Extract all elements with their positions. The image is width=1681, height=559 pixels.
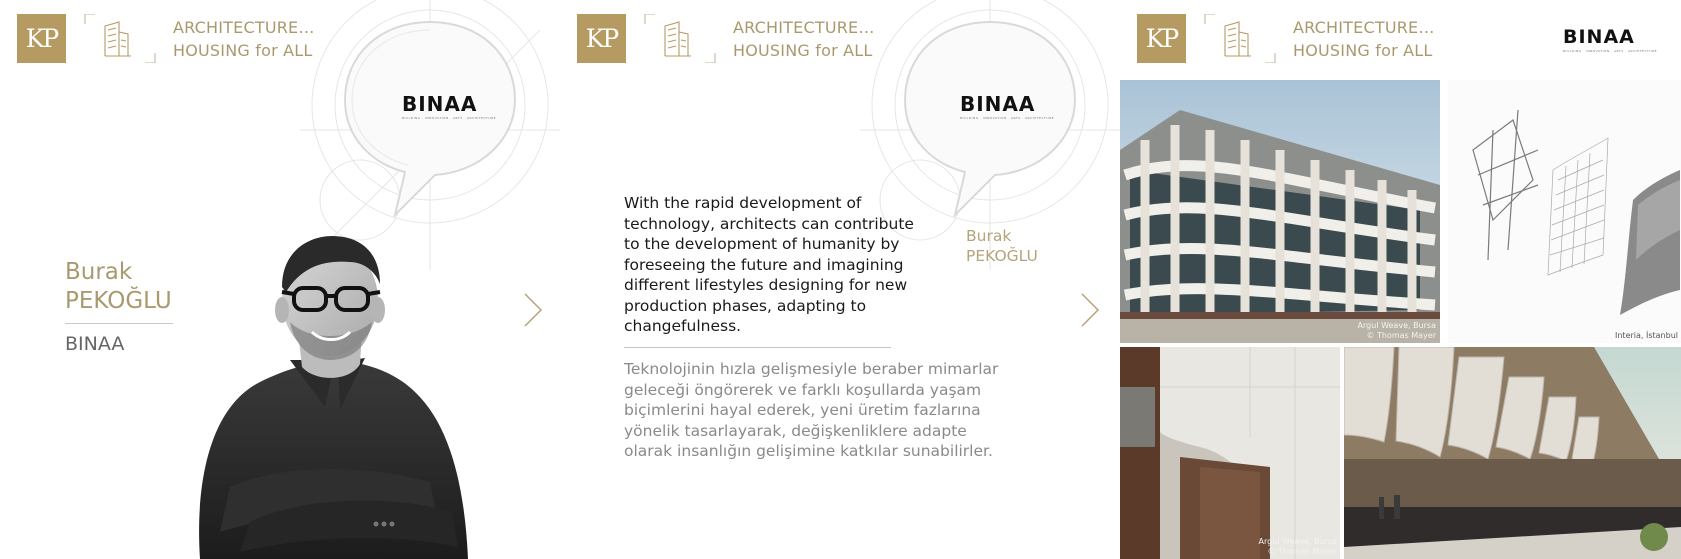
series-title — [173, 16, 315, 62]
portrait-photo — [190, 232, 480, 559]
project-photo-argul-weave[interactable] — [1120, 80, 1440, 343]
photo-caption: Argul Weave, Bursa © Thomas Mayer — [1357, 321, 1436, 340]
series-title — [1293, 16, 1435, 62]
kp-logo: KP — [1137, 14, 1186, 63]
first-name: Burak — [966, 227, 1012, 245]
series-title-line1: ARCHITECTURE… — [733, 18, 875, 37]
building-outline-icon — [1203, 14, 1277, 63]
statement-turkish: Teknolojinin hızla gelişmesiyle beraber mimarlar geleceği öngörerek ve farklı koşullarda yaşam biçimlerini hayal ederek, yeni üretim fazlarına yönelik tasarlayarak, değişkenliklere adapte olarak insanlığın gelişimine katkılar sunabilirler. — [624, 360, 999, 460]
project-photo-facade-detail[interactable] — [1120, 347, 1340, 559]
binaa-tagline: BUILDING · INNOVATION · ARTS · ARCHITECTURE — [1563, 49, 1658, 53]
building-outline-icon — [643, 14, 717, 63]
slide-intro — [0, 0, 560, 559]
binaa-tagline: BUILDING · INNOVATION · ARTS · ARCHITECTURE — [960, 116, 1055, 120]
series-title-line1: ARCHITECTURE… — [173, 18, 315, 37]
chevron-right-icon[interactable] — [1080, 292, 1100, 328]
series-title — [733, 16, 875, 62]
speech-bubble-decor — [300, 0, 560, 270]
binaa-logo: BINAA — [960, 92, 1036, 116]
building-outline-icon — [83, 14, 157, 63]
statement-english: With the rapid development of technology, architects can contribute to the development of humanity by foreseeing the future and imagining different lifestyles designing for new production phases, adapting to changefulness. — [624, 194, 914, 335]
binaa-logo: BINAA — [402, 92, 478, 116]
person-name — [966, 226, 1038, 266]
slide-statement — [560, 0, 1120, 559]
company-name: BINAA — [65, 333, 125, 355]
first-name: Burak — [65, 259, 133, 285]
binaa-logo: BINAA — [1563, 26, 1635, 48]
kp-logo: KP — [577, 14, 626, 63]
series-title-line2: HOUSING for ALL — [733, 41, 873, 60]
last-name: PEKOĞLU — [966, 247, 1038, 265]
binaa-tagline: BUILDING · INNOVATION · ARTS · ARCHITECTURE — [402, 116, 497, 120]
project-render-wave-facade[interactable] — [1344, 347, 1681, 559]
series-title-line2: HOUSING for ALL — [173, 41, 313, 60]
last-name: PEKOĞLU — [65, 288, 172, 314]
project-drawing-interia[interactable] — [1448, 80, 1681, 343]
series-title-line1: ARCHITECTURE… — [1293, 18, 1435, 37]
photo-caption: Argul Weave, Bursa © Thomas Mayer — [1258, 537, 1337, 556]
slide-projects — [1120, 0, 1681, 559]
divider — [624, 347, 891, 348]
series-title-line2: HOUSING for ALL — [1293, 41, 1433, 60]
kp-logo: KP — [17, 14, 66, 63]
divider — [65, 323, 173, 324]
person-name — [65, 258, 172, 316]
chevron-right-icon[interactable] — [523, 292, 543, 328]
photo-caption: Interia, İstanbul — [1615, 331, 1678, 340]
